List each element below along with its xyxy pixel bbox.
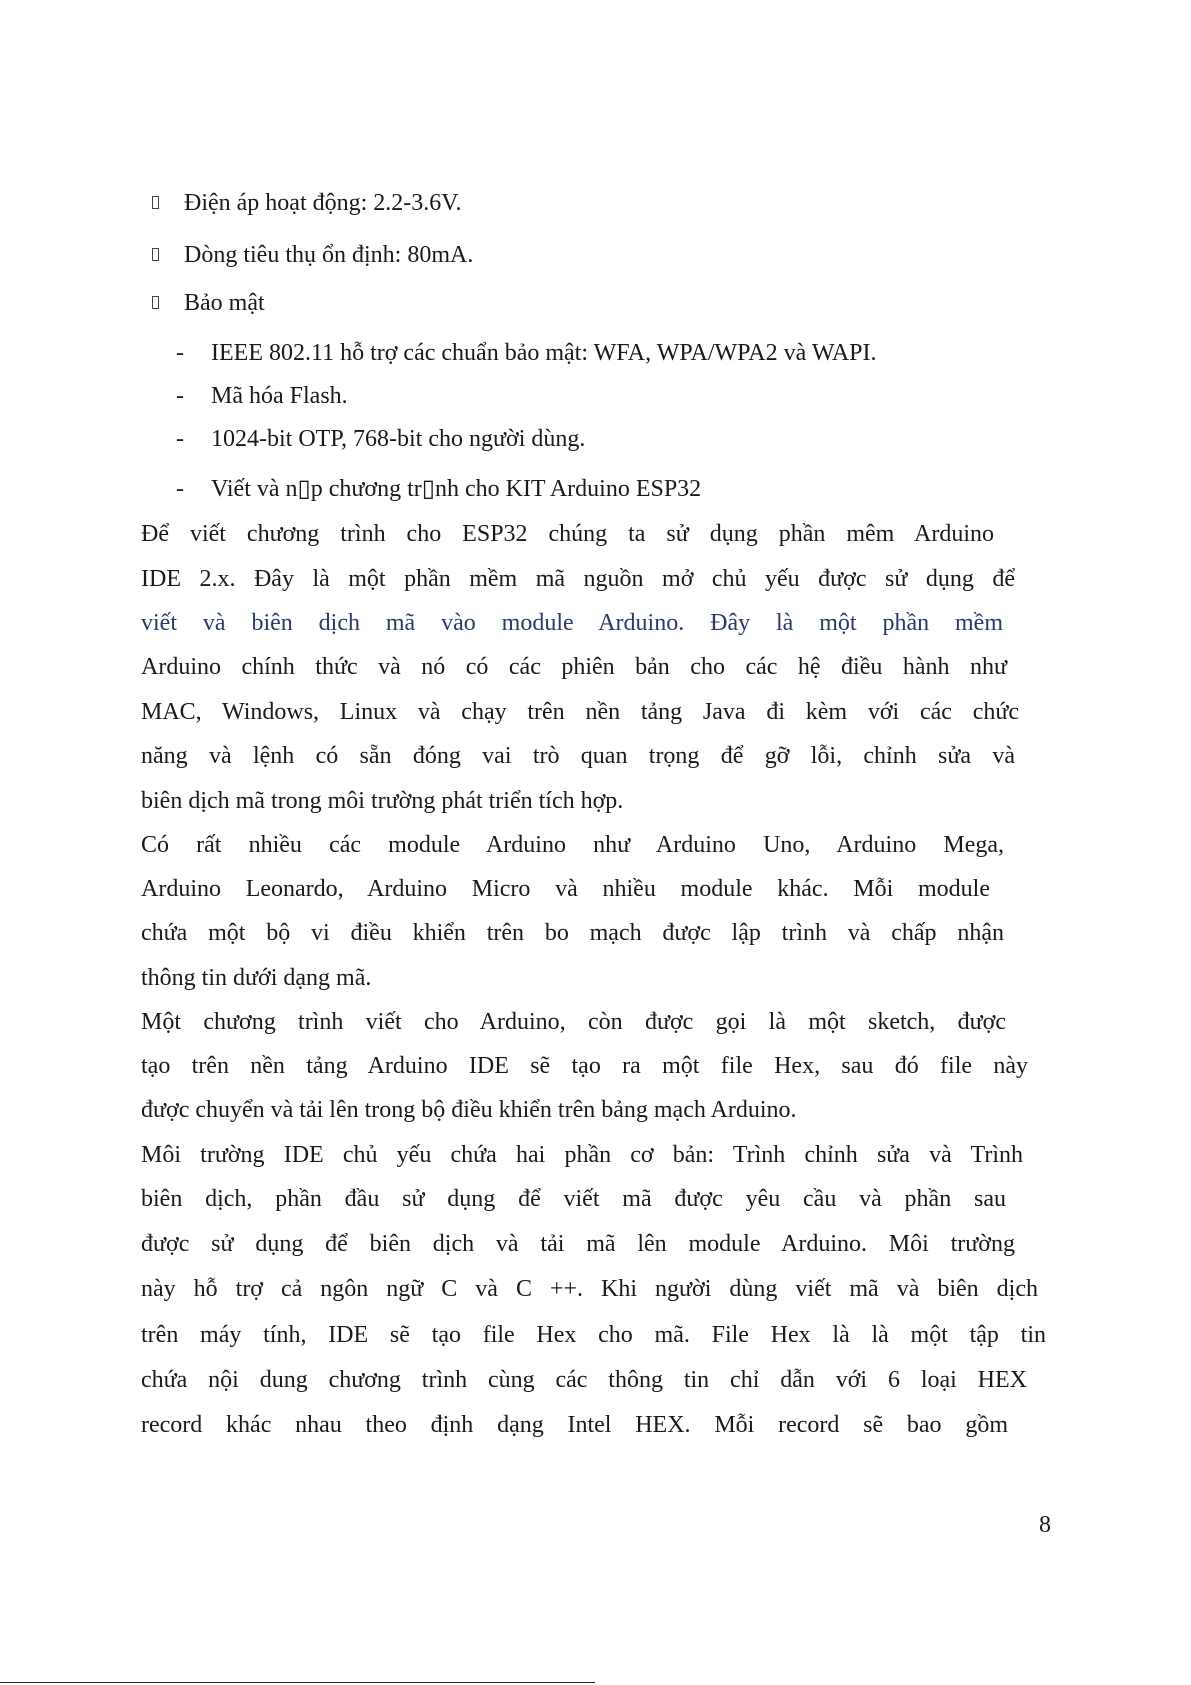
paragraph-line: chứa nội dung chương trình cùng các thông tin chỉ dẫn với 6 loại HEX [141, 1367, 1027, 1393]
paragraph-line: Arduino Leonardo, Arduino Micro và nhiều module khác. Mỗi module [141, 876, 990, 902]
footer-divider [0, 1682, 595, 1683]
bullet-text: Dòng tiêu thụ ổn định: 80mA. [184, 242, 474, 268]
paragraph-line: thông tin dưới dạng mã. [141, 965, 372, 991]
paragraph-line: được sử dụng để biên dịch và tải mã lên module Arduino. Môi trường [141, 1231, 1015, 1257]
security-item-text: IEEE 802.11 hỗ trợ các chuẩn bảo mật: WFA, WPA/WPA2 và WAPI. [211, 340, 877, 366]
dash-marker: - [176, 426, 184, 452]
paragraph-line: trên máy tính, IDE sẽ tạo file Hex cho mã. File Hex là là một tập tin [141, 1322, 1046, 1348]
paragraph-line: biên dịch mã trong môi trường phát triển tích hợp. [141, 788, 624, 814]
paragraph-line: chứa một bộ vi điều khiển trên bo mạch được lập trình và chấp nhận [141, 920, 1004, 946]
paragraph-line: Có rất nhiều các module Arduino như Arduino Uno, Arduino Mega, [141, 832, 1004, 858]
bullet-icon [152, 248, 159, 261]
paragraph-line: Để viết chương trình cho ESP32 chúng ta sử dụng phần mêm Arduino [141, 521, 994, 547]
section-heading-text: Viết và n▯p chương tr▯nh cho KIT Arduino ESP32 [211, 476, 702, 502]
bullet-icon [152, 196, 159, 209]
paragraph-line: tạo trên nền tảng Arduino IDE sẽ tạo ra một file Hex, sau đó file này [141, 1053, 1028, 1079]
paragraph-line: record khác nhau theo định dạng Intel HEX. Mỗi record sẽ bao gồm [141, 1412, 1008, 1438]
bullet-text: Điện áp hoạt động: 2.2-3.6V. [184, 190, 462, 216]
dash-marker: - [176, 383, 184, 409]
paragraph-line: Môi trường IDE chủ yếu chứa hai phần cơ bản: Trình chỉnh sửa và Trình [141, 1142, 1023, 1168]
paragraph-line: này hỗ trợ cả ngôn ngữ C và C ++. Khi người dùng viết mã và biên dịch [141, 1276, 1038, 1302]
bullet-text: Bảo mật [184, 290, 265, 316]
paragraph-line: biên dịch, phần đầu sử dụng để viết mã được yêu cầu và phần sau [141, 1186, 1006, 1212]
security-item-text: 1024-bit OTP, 768-bit cho người dùng. [211, 426, 586, 452]
paragraph-line: Arduino chính thức và nó có các phiên bản cho các hệ điều hành như [141, 654, 1007, 680]
dash-marker: - [176, 340, 184, 366]
dash-marker: - [176, 476, 184, 502]
paragraph-line: năng và lệnh có sẵn đóng vai trò quan trọng để gỡ lỗi, chỉnh sửa và [141, 743, 1015, 769]
security-item-text: Mã hóa Flash. [211, 383, 348, 409]
paragraph-line: MAC, Windows, Linux và chạy trên nền tảng Java đi kèm với các chức [141, 699, 1019, 725]
paragraph-line: Một chương trình viết cho Arduino, còn được gọi là một sketch, được [141, 1009, 1006, 1035]
bullet-icon [152, 296, 159, 309]
paragraph-line: viết và biên dịch mã vào module Arduino. Đây là một phần mềm [141, 610, 1003, 636]
page-number: 8 [1039, 1512, 1051, 1538]
paragraph-line: được chuyển và tải lên trong bộ điều khiển trên bảng mạch Arduino. [141, 1097, 797, 1123]
paragraph-line: IDE 2.x. Đây là một phần mềm mã nguồn mở chủ yếu được sử dụng để [141, 566, 1015, 592]
